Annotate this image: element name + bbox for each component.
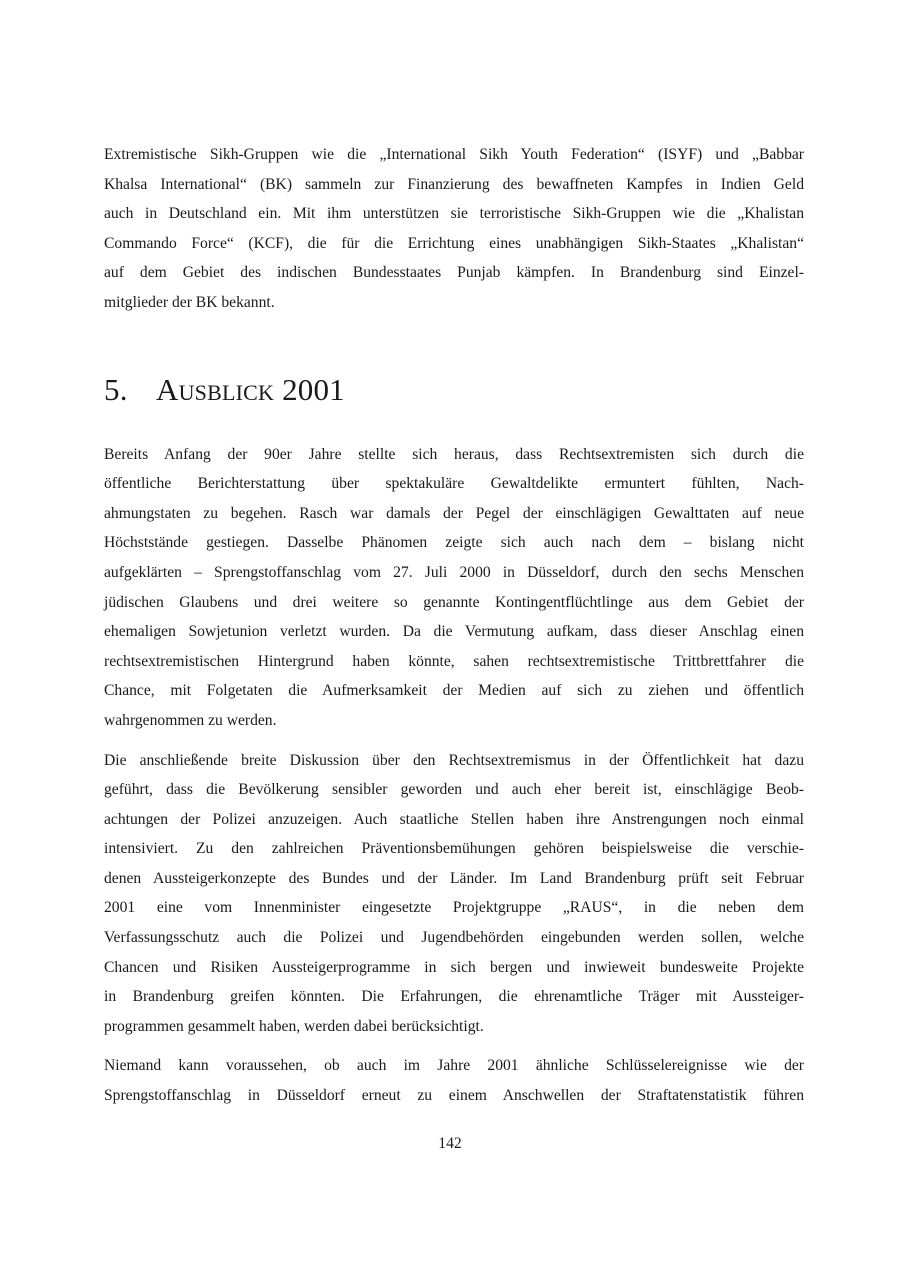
text-line: rechtsextremistischen Hintergrund haben könnte, sahen rechtsextremistische Trittbrettfahrer die xyxy=(104,652,804,670)
text-line: achtungen der Polizei anzuzeigen. Auch staatliche Stellen haben ihre Anstrengungen noch einmal xyxy=(104,810,804,828)
text-line: Chancen und Risiken Aussteigerprogramme in sich bergen und inwieweit bundesweite Projekte xyxy=(104,958,804,976)
text-line: Bereits Anfang der 90er Jahre stellte sich heraus, dass Rechtsextremisten sich durch die xyxy=(104,445,804,463)
paragraph-forecast xyxy=(104,1051,804,1110)
text-line: ehemaligen Sowjetunion verletzt wurden. Da die Vermutung aufkam, dass dieser Anschlag einen xyxy=(104,623,804,641)
text-line: auf dem Gebiet des indischen Bundesstaates Punjab kämpfen. In Brandenburg sind Einzel- xyxy=(104,264,804,282)
text-line: aufgeklärten – Sprengstoffanschlag vom 27. Juli 2000 in Düsseldorf, durch den sechs Menschen xyxy=(104,563,804,581)
page-number: 142 xyxy=(438,1135,462,1152)
section-heading xyxy=(104,370,804,410)
paragraph-outlook-intro xyxy=(104,440,804,736)
text-line: öffentliche Berichterstattung über spektakuläre Gewaltdelikte ermuntert fühlten, Nach- xyxy=(104,475,804,493)
text-line: Chance, mit Folgetaten die Aufmerksamkeit der Medien auf sich zu ziehen und öffentlich xyxy=(104,682,804,700)
section-year: 2001 xyxy=(282,371,345,407)
text-line: auch in Deutschland ein. Mit ihm unterstützen sie terroristische Sikh-Gruppen wie die „Khalistan xyxy=(104,205,804,223)
text-line: denen Aussteigerkonzepte des Bundes und der Länder. Im Land Brandenburg prüft seit Februar xyxy=(104,869,804,887)
section-title: Ausblick xyxy=(156,371,275,407)
document-page xyxy=(104,140,804,1111)
text-line: Extremistische Sikh-Gruppen wie die „International Sikh Youth Federation“ (ISYF) und „Babbar xyxy=(104,146,804,163)
text-line: Niemand kann voraussehen, ob auch im Jahre 2001 ähnliche Schlüsselereignisse wie der xyxy=(104,1057,804,1075)
text-line: Commando Force“ (KCF), die für die Errichtung eines unabhängigen Sikh-Staates „Khalistan“ xyxy=(104,234,804,252)
text-line: wahrgenommen zu werden. xyxy=(104,711,277,729)
text-line: Sprengstoffanschlag in Düsseldorf erneut zu einem Anschwellen der Straftatenstatistik führen xyxy=(104,1087,804,1105)
text-line: 2001 eine vom Innenminister eingesetzte Projektgruppe „RAUS“, in die neben dem xyxy=(104,899,804,917)
text-line: Die anschließende breite Diskussion über den Rechtsextremismus in der Öffentlichkeit hat dazu xyxy=(104,751,804,769)
paragraph-sikh-groups xyxy=(104,140,804,318)
text-line: jüdischen Glaubens und drei weitere so genannte Kontingentflüchtlinge aus dem Gebiet der xyxy=(104,593,804,611)
section-number: 5. xyxy=(104,371,128,407)
text-line: Khalsa International“ (BK) sammeln zur Finanzierung des bewaffneten Kampfes in Indien Geld xyxy=(104,175,804,193)
text-line: in Brandenburg greifen könnten. Die Erfahrungen, die ehrenamtliche Träger mit Aussteiger- xyxy=(104,988,804,1006)
text-line: intensiviert. Zu den zahlreichen Präventionsbemühungen gehören beispielsweise die verschie- xyxy=(104,840,804,858)
text-line: ahmungstaten zu begehen. Rasch war damals der Pegel der einschlägigen Gewalttaten auf neue xyxy=(104,504,804,522)
text-line: geführt, dass die Bevölkerung sensibler geworden und auch eher bereit ist, einschlägige Beob- xyxy=(104,781,804,799)
text-line: Höchststände gestiegen. Dasselbe Phänomen zeigte sich auch nach dem – bislang nicht xyxy=(104,534,804,552)
text-line: mitglieder der BK bekannt. xyxy=(104,293,275,311)
text-line: programmen gesammelt haben, werden dabei berücksichtigt. xyxy=(104,1017,484,1035)
text-line: Verfassungsschutz auch die Polizei und Jugendbehörden eingebunden werden sollen, welche xyxy=(104,929,804,947)
paragraph-public-discussion xyxy=(104,746,804,1042)
